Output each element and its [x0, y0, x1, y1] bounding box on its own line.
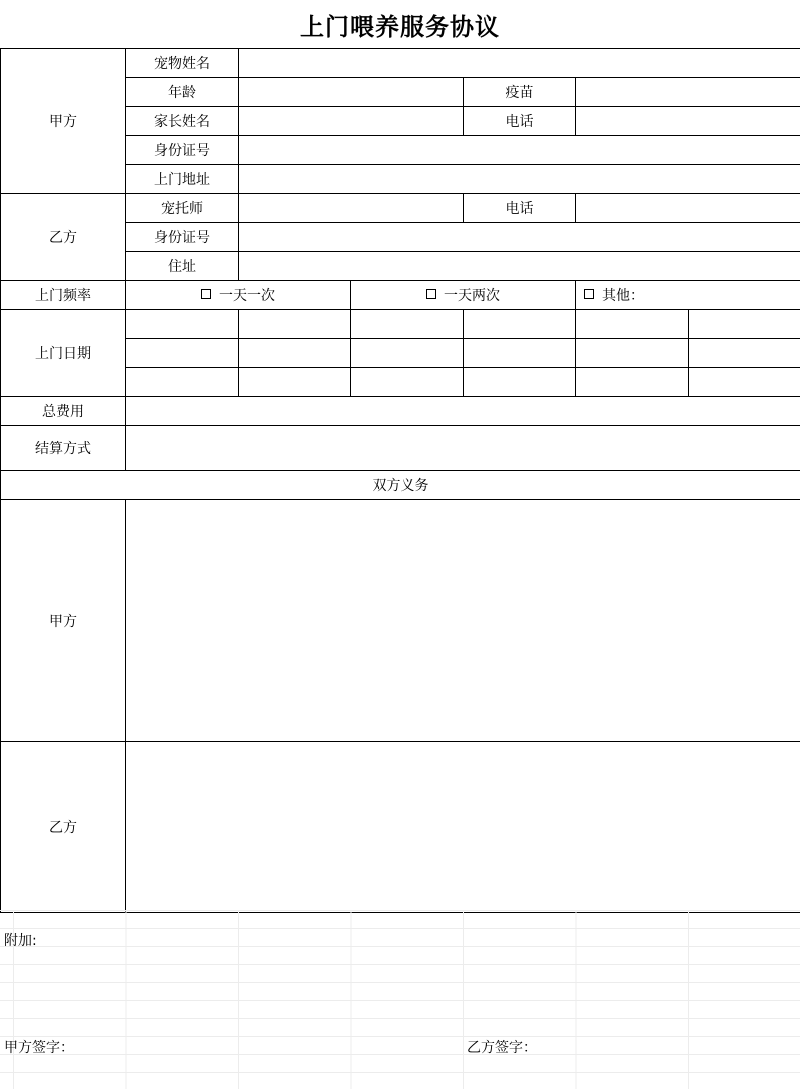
total-fee-label: 总费用 [1, 397, 126, 426]
age-label: 年龄 [126, 78, 239, 107]
obligations-party-a-field[interactable] [126, 500, 800, 742]
checkbox-icon[interactable] [584, 289, 594, 299]
date-cell[interactable] [239, 339, 351, 368]
frequency-option-label: 其他： [602, 288, 644, 304]
date-cell[interactable] [576, 368, 689, 397]
document-title: 上门喂养服务协议 [300, 11, 500, 41]
obligations-header: 双方义务 [1, 471, 800, 500]
settlement-field[interactable] [126, 426, 800, 471]
date-cell[interactable] [689, 310, 800, 339]
appendix-label: 附加: [4, 933, 37, 949]
sitter-field[interactable] [239, 194, 464, 223]
party-b-phone-label: 电话 [464, 194, 576, 223]
party-b-signature-label: 乙方签字： [467, 1040, 537, 1056]
party-a-phone-field[interactable] [576, 107, 800, 136]
obligations-party-b-label: 乙方 [1, 742, 126, 913]
visit-address-label: 上门地址 [126, 165, 239, 194]
date-cell[interactable] [126, 368, 239, 397]
date-cell[interactable] [464, 339, 576, 368]
party-b-id-label: 身份证号 [126, 223, 239, 252]
vaccine-label: 疫苗 [464, 78, 576, 107]
pet-name-label: 宠物姓名 [126, 49, 239, 78]
agreement-form-table [0, 48, 800, 913]
total-fee-field[interactable] [126, 397, 800, 426]
date-cell[interactable] [239, 368, 351, 397]
frequency-option-label: 一天一次 [219, 288, 275, 304]
obligations-party-a-label: 甲方 [1, 500, 126, 742]
date-cell[interactable] [239, 310, 351, 339]
party-b-id-field[interactable] [239, 223, 800, 252]
checkbox-icon[interactable] [201, 289, 211, 299]
date-cell[interactable] [464, 368, 576, 397]
party-a-signature-label: 甲方签字： [4, 1040, 74, 1056]
age-field[interactable] [239, 78, 464, 107]
settlement-label: 结算方式 [1, 426, 126, 471]
frequency-option-twice[interactable] [351, 281, 576, 310]
visit-address-field[interactable] [239, 165, 800, 194]
party-a-phone-label: 电话 [464, 107, 576, 136]
date-cell[interactable] [126, 310, 239, 339]
date-cell[interactable] [689, 368, 800, 397]
vaccine-field[interactable] [576, 78, 800, 107]
party-a-id-label: 身份证号 [126, 136, 239, 165]
date-cell[interactable] [464, 310, 576, 339]
party-b-address-label: 住址 [126, 252, 239, 281]
frequency-option-other[interactable] [576, 281, 800, 310]
date-cell[interactable] [351, 310, 464, 339]
pet-name-field[interactable] [239, 49, 800, 78]
frequency-option-once[interactable] [126, 281, 351, 310]
date-cell[interactable] [576, 339, 689, 368]
date-cell[interactable] [126, 339, 239, 368]
party-b-address-field[interactable] [239, 252, 800, 281]
footer-grid [0, 910, 800, 1089]
date-cell[interactable] [351, 368, 464, 397]
owner-name-label: 家长姓名 [126, 107, 239, 136]
party-b-label: 乙方 [1, 194, 126, 281]
visit-dates-label: 上门日期 [1, 310, 126, 397]
date-cell[interactable] [689, 339, 800, 368]
date-cell[interactable] [351, 339, 464, 368]
party-a-label: 甲方 [1, 49, 126, 194]
owner-name-field[interactable] [239, 107, 464, 136]
frequency-option-label: 一天两次 [444, 288, 500, 304]
date-cell[interactable] [576, 310, 689, 339]
sitter-label: 宠托师 [126, 194, 239, 223]
checkbox-icon[interactable] [426, 289, 436, 299]
party-b-phone-field[interactable] [576, 194, 800, 223]
frequency-label: 上门频率 [1, 281, 126, 310]
party-a-id-field[interactable] [239, 136, 800, 165]
obligations-party-b-field[interactable] [126, 742, 800, 913]
